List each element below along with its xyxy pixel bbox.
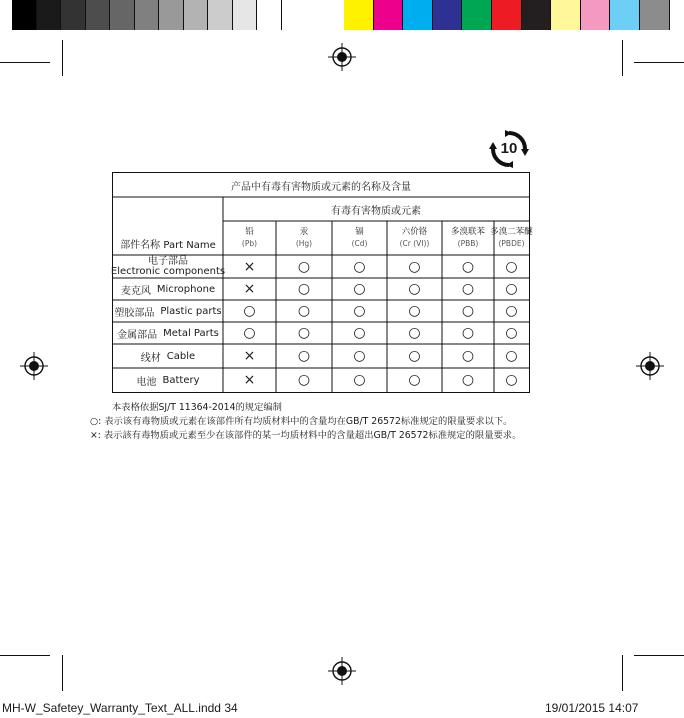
substance-code: (Cr (VI)) bbox=[399, 239, 430, 248]
substance-mark: ○ bbox=[505, 348, 518, 364]
substance-mark: ○ bbox=[461, 281, 475, 297]
substance-mark: ○ bbox=[408, 303, 421, 319]
color-swatch bbox=[403, 0, 433, 30]
gray-swatch bbox=[184, 0, 209, 30]
substance-mark: ○ bbox=[505, 258, 518, 275]
logo-number: 10 bbox=[500, 140, 518, 157]
registration-mark-left bbox=[20, 352, 48, 380]
color-swatch bbox=[581, 0, 611, 30]
substance-group-header: 有毒有害物质或元素 bbox=[331, 205, 421, 217]
substance-name: 镉 bbox=[355, 227, 364, 237]
substance-name: 六价铬 bbox=[401, 227, 428, 237]
gray-swatch bbox=[61, 0, 86, 30]
part-name-en: Metal Parts bbox=[163, 327, 219, 339]
substance-mark: ○ bbox=[505, 303, 518, 319]
color-swatch bbox=[433, 0, 463, 30]
part-name-cell bbox=[110, 255, 226, 278]
gray-swatch bbox=[233, 0, 258, 30]
substance-mark: ○ bbox=[461, 303, 475, 319]
part-name-cell bbox=[113, 278, 223, 300]
substance-header bbox=[223, 221, 276, 255]
substance-mark: ○ bbox=[408, 372, 421, 388]
part-name-header: 部件名称 Part Name bbox=[120, 239, 216, 251]
substance-code: (Cd) bbox=[351, 239, 368, 248]
registration-mark-bottom bbox=[328, 657, 356, 685]
part-name-en: Electronic components bbox=[110, 265, 226, 277]
substance-code: (Hg) bbox=[295, 239, 313, 248]
substance-mark: ○ bbox=[505, 281, 518, 297]
part-name-en: Plastic parts bbox=[160, 305, 222, 317]
gray-swatch bbox=[110, 0, 135, 30]
part-name-cell bbox=[113, 368, 223, 392]
substance-mark: × bbox=[243, 372, 256, 388]
substance-header bbox=[276, 221, 332, 255]
hazardous-substance-table bbox=[110, 172, 533, 393]
footer-filename: MH-W_Safetey_Warranty_Text_ALL.indd 34 bbox=[2, 701, 238, 715]
environmental-protection-use-period-logo bbox=[488, 130, 530, 168]
substance-mark: ○ bbox=[243, 325, 256, 341]
part-name-en: Microphone bbox=[156, 283, 216, 295]
substance-mark: ○ bbox=[408, 348, 421, 364]
part-name-en: Battery bbox=[162, 374, 200, 386]
substance-mark: ○ bbox=[408, 281, 421, 297]
circle-symbol: ○ bbox=[90, 416, 99, 427]
substance-header bbox=[387, 221, 442, 255]
part-name-cn: 塑胶部品 bbox=[114, 307, 155, 319]
gray-swatch bbox=[208, 0, 233, 30]
substance-mark: ○ bbox=[297, 258, 311, 275]
substance-mark: ○ bbox=[353, 325, 366, 341]
substance-mark: ○ bbox=[408, 258, 421, 275]
substance-mark: ○ bbox=[505, 325, 518, 341]
registration-mark-right bbox=[636, 352, 664, 380]
substance-mark: ○ bbox=[461, 348, 475, 364]
substance-header bbox=[442, 221, 494, 255]
part-name-cn: 电子部品 bbox=[148, 255, 188, 267]
color-swatch bbox=[374, 0, 404, 30]
substance-code: (PBDE) bbox=[498, 239, 525, 248]
substance-name: 多溴联苯 bbox=[450, 227, 485, 237]
substance-mark: ○ bbox=[297, 281, 311, 297]
substance-mark: ○ bbox=[408, 325, 421, 341]
circle-note-text: : 表示该有毒物质或元素在该部件所有均质材料中的含量均在GB/T 26572标准规定的限量要求以下。 bbox=[98, 416, 513, 427]
substance-mark: ○ bbox=[353, 348, 366, 364]
part-name-cell bbox=[113, 300, 223, 322]
part-name-en: Cable bbox=[166, 350, 196, 362]
registration-mark-top bbox=[328, 43, 356, 71]
substance-mark: ○ bbox=[297, 325, 311, 341]
substance-mark: ○ bbox=[353, 281, 366, 297]
gray-swatch bbox=[12, 0, 37, 30]
cross-note bbox=[90, 427, 521, 441]
color-swatch bbox=[344, 0, 374, 30]
substance-name: 多溴二苯醚 bbox=[490, 227, 533, 237]
color-swatch bbox=[492, 0, 522, 30]
substance-mark: ○ bbox=[297, 303, 311, 319]
substance-mark: × bbox=[243, 281, 256, 297]
color-swatch bbox=[610, 0, 640, 30]
table-title: 产品中有毒有害物质或元素的名称及含量 bbox=[231, 181, 411, 193]
substance-mark: ○ bbox=[353, 303, 366, 319]
cross-note-text: : 表示該有毒物质或元素至少在该部件的某一均质材料中的含量超出GB/T 26572标准规定的限量要求。 bbox=[97, 430, 522, 441]
part-name-cell bbox=[113, 322, 223, 344]
substance-code: (PBB) bbox=[457, 239, 479, 248]
substance-mark: ○ bbox=[243, 303, 256, 319]
gray-swatch bbox=[86, 0, 111, 30]
color-swatch bbox=[462, 0, 492, 30]
substance-mark: ○ bbox=[353, 372, 366, 388]
part-name-cn: 金属部品 bbox=[117, 329, 158, 341]
substance-header bbox=[332, 221, 387, 255]
substance-mark: ○ bbox=[461, 258, 475, 275]
gray-swatch bbox=[159, 0, 184, 30]
substance-name: 汞 bbox=[299, 227, 309, 237]
substance-mark: × bbox=[243, 348, 256, 364]
substance-name: 铅 bbox=[245, 227, 254, 237]
footer-timestamp: 19/01/2015 14:07 bbox=[545, 701, 639, 715]
part-name-cn: 电池 bbox=[136, 376, 157, 388]
gray-swatch bbox=[37, 0, 62, 30]
substance-code: (Pb) bbox=[241, 239, 258, 248]
part-name-cn: 线材 bbox=[140, 352, 161, 364]
substance-mark: ○ bbox=[353, 258, 366, 275]
gray-swatch bbox=[257, 0, 282, 30]
substance-mark: × bbox=[243, 258, 256, 275]
gray-swatch bbox=[135, 0, 160, 30]
color-swatch bbox=[551, 0, 581, 30]
substance-header bbox=[490, 221, 533, 255]
circle-note bbox=[90, 413, 512, 427]
standard-note: 本表格依据SJ/T 11364-2014的规定编制 bbox=[112, 402, 282, 413]
substance-mark: ○ bbox=[461, 325, 475, 341]
substance-mark: ○ bbox=[297, 348, 311, 364]
part-name-cell bbox=[113, 344, 223, 368]
part-name-cn: 麦克风 bbox=[120, 285, 151, 297]
substance-mark: ○ bbox=[461, 372, 475, 388]
color-swatch bbox=[640, 0, 670, 30]
substance-mark: ○ bbox=[505, 372, 518, 388]
color-swatch bbox=[522, 0, 552, 30]
cross-symbol: × bbox=[90, 430, 98, 441]
substance-mark: ○ bbox=[297, 372, 311, 388]
